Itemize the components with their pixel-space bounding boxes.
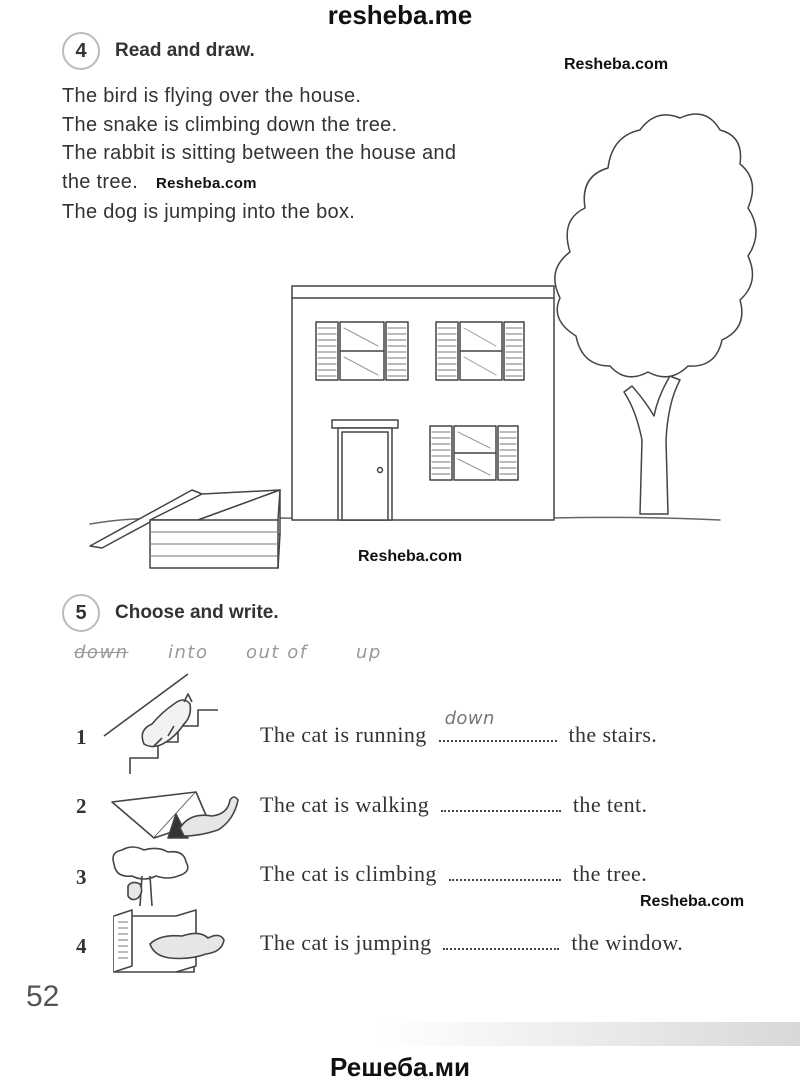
watermark: Resheba.com xyxy=(564,56,669,73)
drawing-scene[interactable] xyxy=(80,110,760,570)
exercise-5-title: Choose and write. xyxy=(115,602,279,623)
cat-stairs-picture xyxy=(100,672,230,776)
story-line: The bird is flying over the house. xyxy=(62,85,362,107)
answer-text: down xyxy=(444,708,495,729)
page-number: 52 xyxy=(26,980,60,1013)
choice-down: down xyxy=(74,642,129,663)
box-illustration xyxy=(90,490,280,568)
cat-tree-picture xyxy=(108,846,194,908)
tree-illustration xyxy=(555,114,756,514)
story-line: The snake is climbing down the tree. xyxy=(62,113,398,136)
answer-blank[interactable] xyxy=(439,708,557,742)
exercise-4-number: 4 xyxy=(62,32,100,70)
cat-window-picture xyxy=(110,908,230,974)
item-number: 4 xyxy=(76,934,87,958)
house-illustration xyxy=(292,286,554,520)
sentence-3: The cat is climbing the tree. xyxy=(260,861,648,886)
watermark: Resheba.com xyxy=(640,893,745,910)
story-line: the tree. Resheba.com xyxy=(62,170,257,193)
answer-blank[interactable] xyxy=(441,796,561,812)
site-footer: Решеба.ми xyxy=(330,1052,470,1082)
choice-into: into xyxy=(168,642,209,663)
watermark: Resheba.com xyxy=(155,174,257,192)
sentence-1: The cat is running down the stairs. xyxy=(260,708,658,747)
exercise-4-title: Read and draw. xyxy=(115,40,255,61)
sentence-4: The cat is jumping the window. xyxy=(260,930,684,955)
site-header: resheba.me xyxy=(327,0,473,30)
answer-blank[interactable] xyxy=(443,934,559,950)
answer-blank[interactable] xyxy=(449,865,561,881)
exercise-5-number: 5 xyxy=(62,594,100,632)
watermark: Resheba.com xyxy=(358,548,463,565)
choice-out-of: out of xyxy=(246,642,308,663)
cat-tent-picture xyxy=(110,776,242,844)
item-number: 2 xyxy=(76,794,87,818)
choice-up: up xyxy=(356,642,382,663)
item-number: 3 xyxy=(76,865,87,889)
sentence-2: The cat is walking the tent. xyxy=(260,792,648,817)
story-line: The dog is jumping into the box. xyxy=(62,201,356,224)
page-edge-shadow xyxy=(380,1022,800,1046)
item-number: 1 xyxy=(76,725,87,749)
story-line: The rabbit is sitting between the house and xyxy=(62,142,457,165)
